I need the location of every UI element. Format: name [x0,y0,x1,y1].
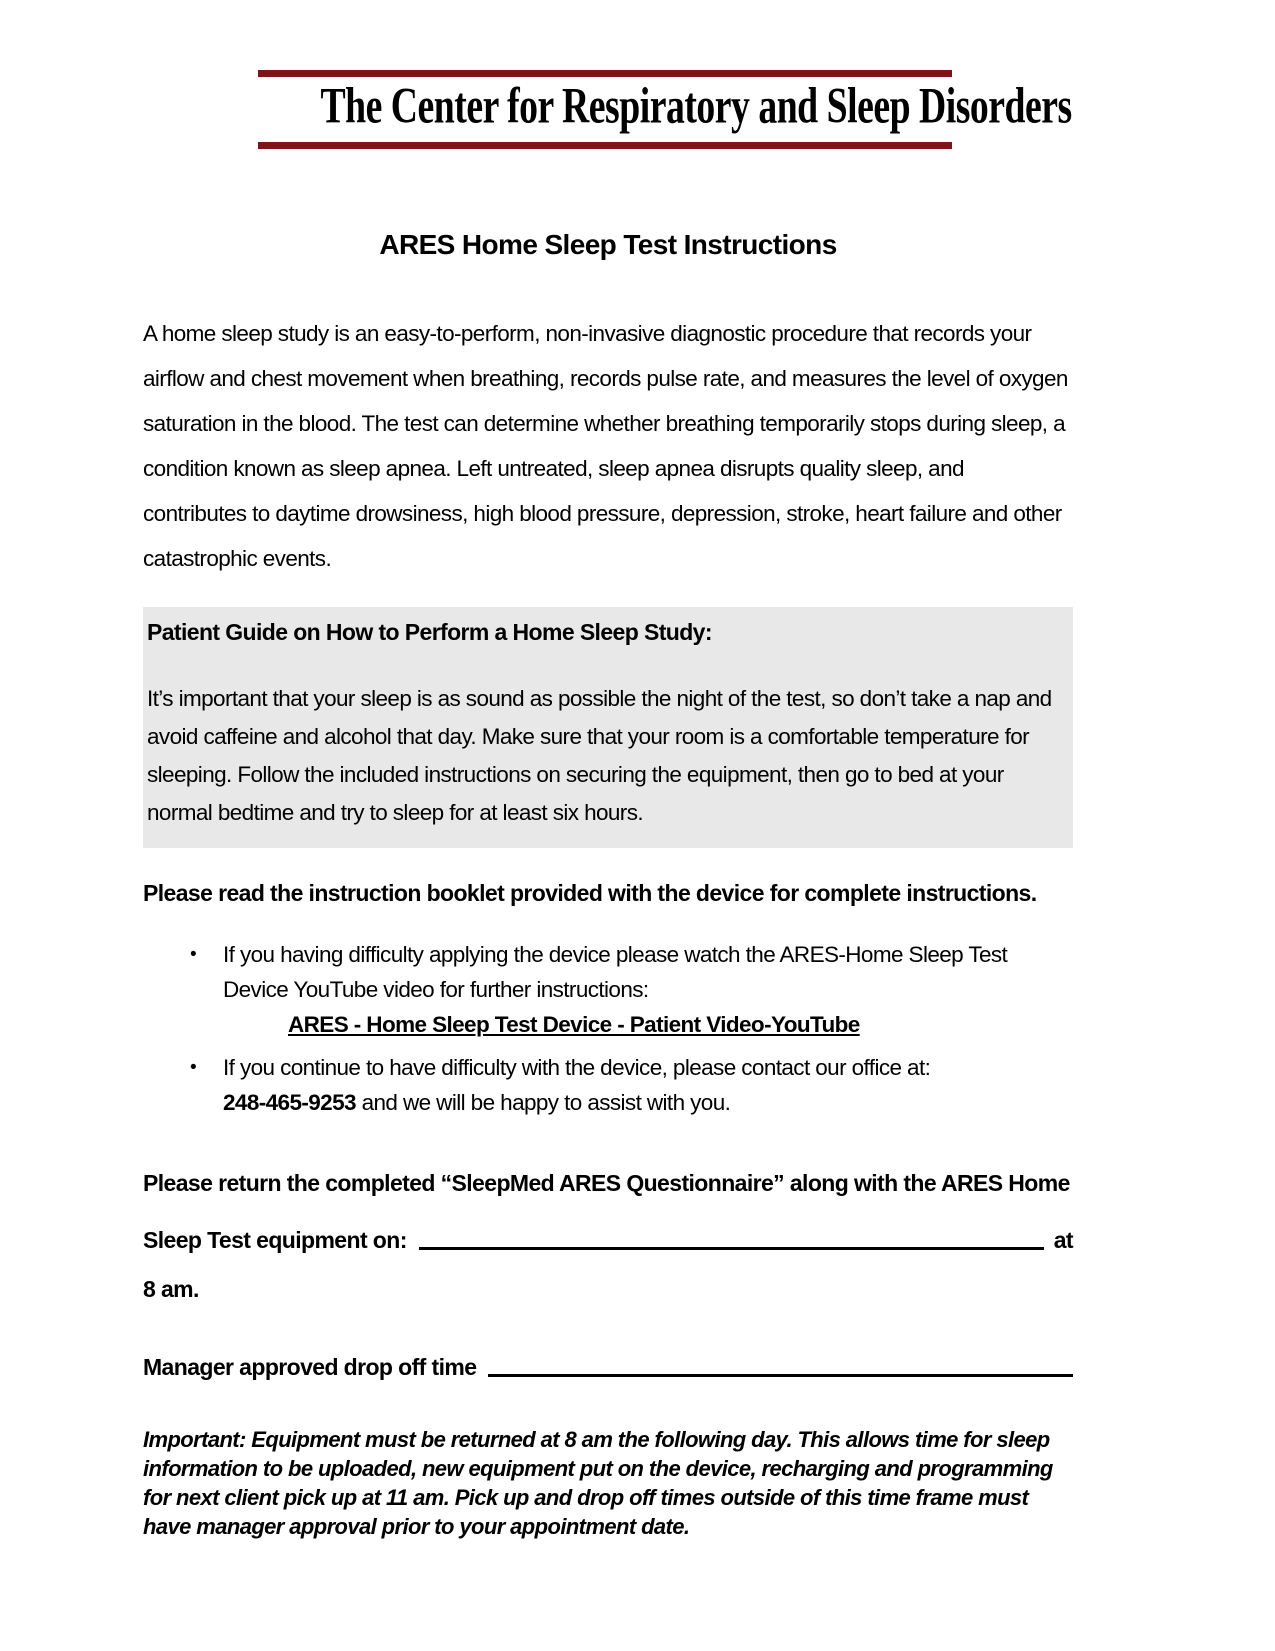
youtube-video-link[interactable]: ARES - Home Sleep Test Device - Patient Video-YouTube [288,1011,860,1037]
manager-approval-row [143,1351,1073,1381]
return-equipment-section [143,1160,1073,1303]
bullet-2-text-after: and we will be happy to assist with you. [355,1089,731,1115]
clinic-name: The Center for Respiratory and Sleep Disorders [320,77,1072,134]
instruction-list [143,937,1073,1120]
intro-paragraph: A home sleep study is an easy-to-perform, non-invasive diagnostic procedure that records your airflow and chest movement when breathing, records pulse rate, and measures the level of oxygen saturation in the blood. The test can determine whether breathing temporarily stops during sleep, a condition known as sleep apnea. Left untreated, sleep apnea disrupts quality sleep, and contributes to daytime drowsiness, high blood pressure, depression, stroke, heart failure and other catastrophic events. [143,320,1068,571]
patient-guide-heading: Patient Guide on How to Perform a Home Sleep Study: [147,618,712,645]
bullet-2-phone-line [223,1085,1073,1120]
bullet-2-content [223,1050,1073,1120]
return-date-blank [419,1224,1044,1250]
return-date-row [143,1224,1073,1254]
return-date-suffix: at [1053,1226,1073,1253]
patient-guide-body: It’s important that your sleep is as sound as possible the night of the test, so don’t take a nap and avoid caffeine and alcohol that day. Make sure that your room is a comfortable temperature for sleeping. Follow the included instructions on securing the equipment, then go to bed at your normal bedtime and try to sleep for at least six hours. [147,685,1052,825]
return-date-label: Sleep Test equipment on: [143,1226,407,1253]
office-phone-number: 248-465-9253 [223,1089,356,1115]
bullet-icon: • [190,943,197,965]
manager-approval-label: Manager approved drop off time [143,1353,477,1380]
bullet-1-content [223,937,1073,1042]
list-item-video-help [190,937,1073,1042]
list-item-contact-office [190,1050,1073,1120]
bullet-icon: • [190,1056,197,1078]
read-booklet-line: Please read the instruction booklet provided with the device for complete instructions. [143,879,1037,906]
return-time-text: 8 am. [143,1275,199,1302]
manager-time-blank [488,1351,1073,1377]
clinic-logo [258,70,1072,149]
patient-guide-box [143,607,1073,848]
bullet-2-text: If you continue to have difficulty with the device, please contact our office at: [223,1054,931,1080]
return-instruction-line: Please return the completed “SleepMed ARES Questionnaire” along with the ARES Home [143,1169,1070,1196]
video-link-row [223,1007,1073,1042]
bullet-1-text: If you having difficulty applying the device please watch the ARES-Home Sleep Test Device YouTube video for further instructions: [223,941,1008,1002]
important-note: Important: Equipment must be returned at 8 am the following day. This allows time for sleep information to be uploaded, new equipment put on the device, recharging and programming for next client pick up at 11 am. Pick up and drop off times outside of this time frame must have manager approval prior to your appointment date. [143,1426,1053,1539]
document-title: ARES Home Sleep Test Instructions [379,228,837,260]
